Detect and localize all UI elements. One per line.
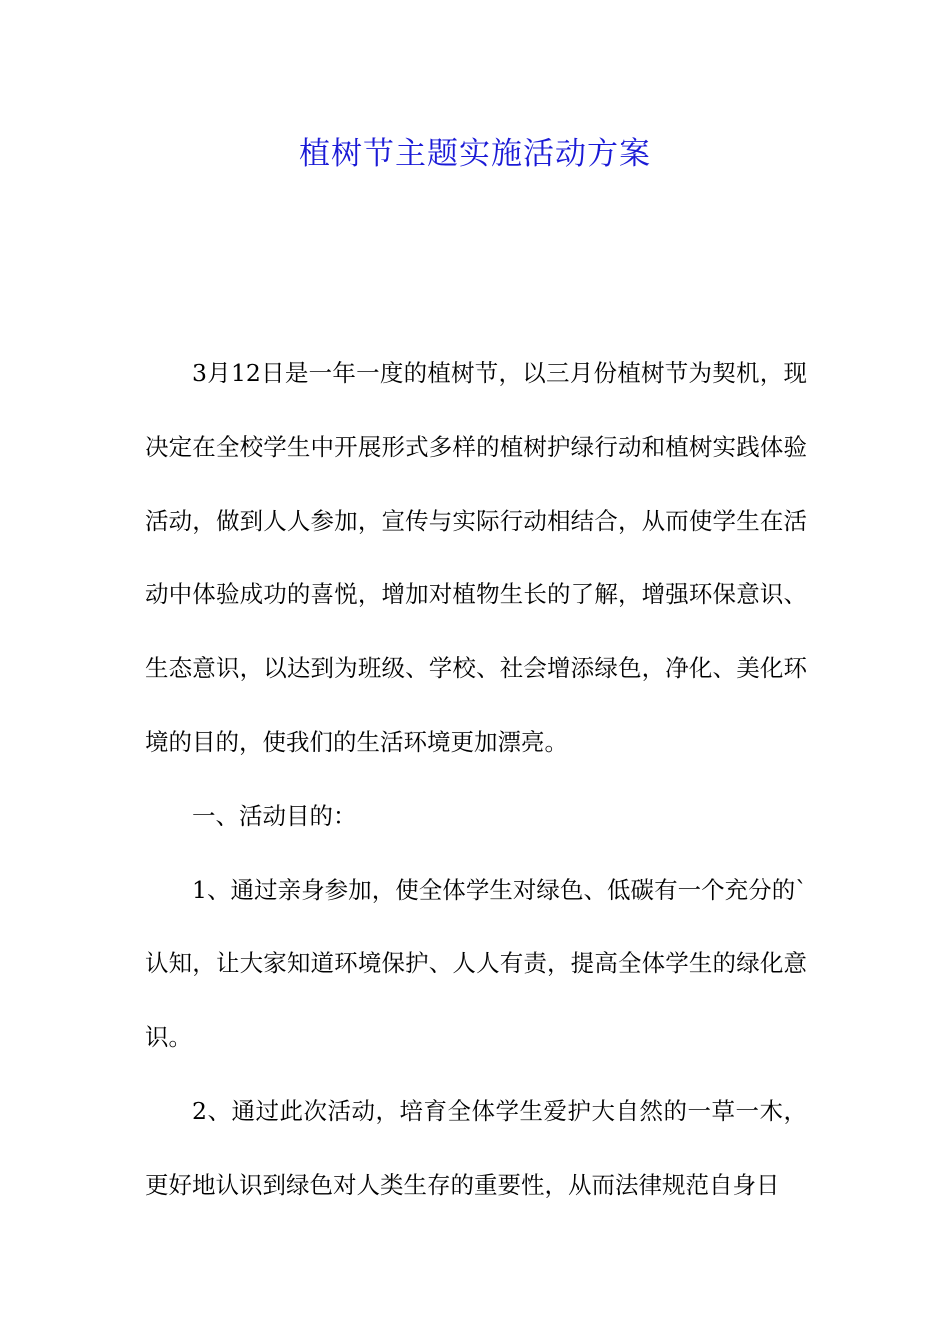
intro-paragraph: 3月12日是一年一度的植树节，以三月份植树节为契机，现决定在全校学生中开展形式多样的植树护绿行动和植树实践体验活动，做到人人参加，宣传与实际行动相结合，从而使学生在活动中体验成功的喜悦，增加对植物生长的了解，增强环保意识、生态意识，以达到为班级、学校、社会增添绿色，净化、美化环境的目的，使我们的生活环境更加漂亮。 (145, 359, 807, 756)
purpose-item-1: 1、通过亲身参加，使全体学生对绿色、低碳有一个充分的`认知，让大家知道环境保护、人人有责，提高全体学生的绿化意识。 (145, 875, 807, 1052)
section-heading-purpose: 一、活动目的： (192, 801, 357, 830)
purpose-item-2: 2、通过此次活动，培育全体学生爱护大自然的一草一木，更好地认识到绿色对人类生存的重要性，从而法律规范自身日 (145, 1096, 807, 1199)
document-title: 植树节主题实施活动方案 (299, 136, 651, 172)
document-body (145, 337, 807, 1223)
